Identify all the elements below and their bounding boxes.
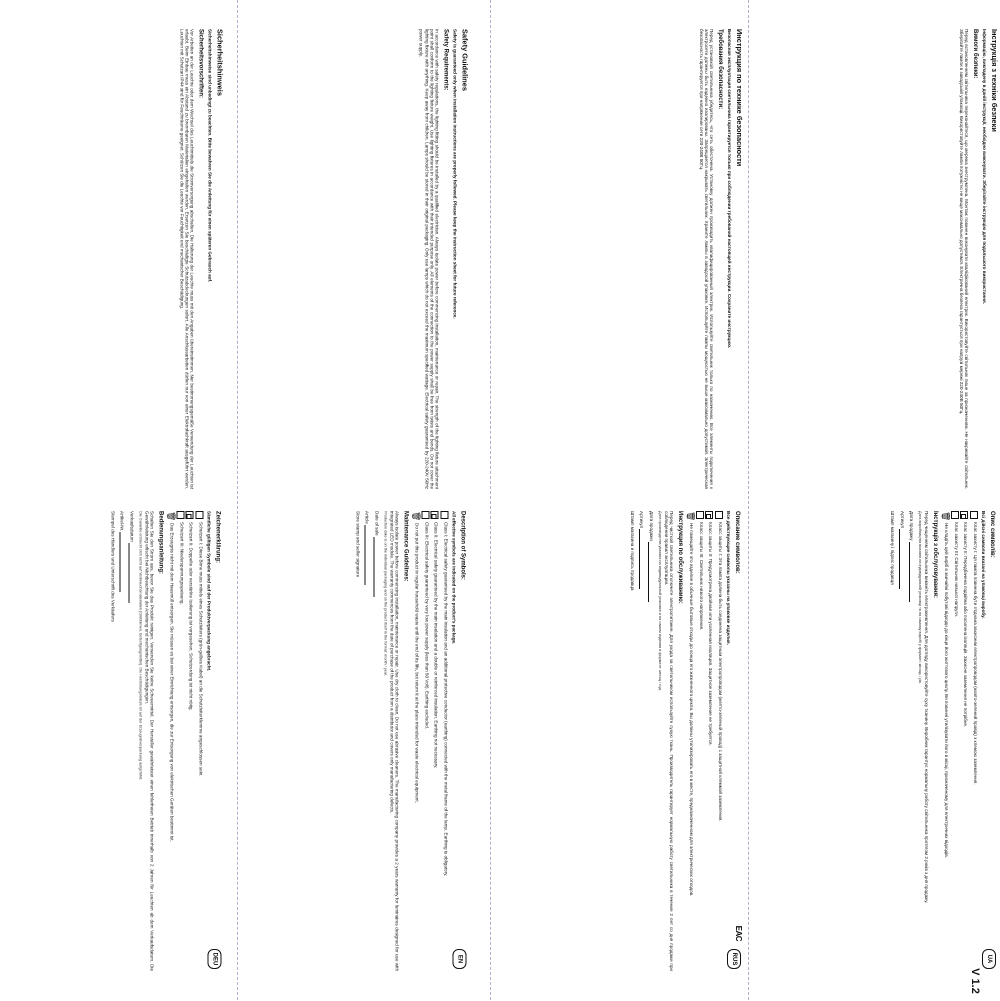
ua-symbols-title: Опис символів: [989, 511, 995, 558]
symbol-row: Schutzart II: Doppelte oder verstärkte Isolierung ist vorgesehen. Schutzerdung ist nicht nötig. [185, 511, 193, 971]
ru-title: Инструкция по технике безопасности [735, 29, 744, 167]
en-care-title: Maintenance Guidelines: [402, 511, 409, 582]
en-safety-title: Safety Requirements: [442, 29, 449, 91]
en-symbols-intro: All effective symbols are indicated on the product's package. [451, 511, 456, 645]
weee-bin-icon: 🗑 [686, 511, 696, 522]
ru-care-text: Перед чисткой светильника отключите электропитание. Для ухода за светильником используйте сухую ткань. Производитель гарантирует нормальную работу светильника в течение 2 лет со дня продажи при соблюдении правил эксплуатации. [663, 511, 675, 971]
weee-bin-icon: 🗑 [941, 511, 951, 522]
en-column-2 [247, 511, 468, 971]
de-care-title: Bedienungsanleitung: [157, 511, 164, 574]
de-care-text: Schalten Sie den Strom aus, bevor Sie das Produkt reinigen. Verwenden Sie keine Scheuermittel. Der Hersteller gewährleistet einen fehlerfreien Betrieb innerhalb von 2 Jahren für Leuchten ab dem Verkaufsdatum. Die Gewährleistung erlischt bei Nichtbeachtung der Anleitung und mechanischen Beschädigungen. [143, 511, 155, 971]
ru-symbols-title: Описание символов: [734, 511, 740, 574]
symbol-row: Schutzart I: Diese Birne muss mittels eines Schutzleiters (grün-gelbes Kabel) an die Schutzleiterklemme angeschlossen sein. [195, 511, 203, 971]
ru-intro: Безопасная эксплуатация светильника гарантируется только при соблюдении требований настоящей инструкции. Сохраните инструкцию. [726, 29, 732, 349]
class-2-icon [185, 511, 193, 519]
ru-safety-text: Перед установкой светильника убедитесь, что сеть обесточена. Установку должен производить квалифицированный электрик. Используйте светильник только по назначению. Все элементы подключения к электросети должны быть надежно изолированы. Запрещается накрывать светильник. Храните лампы в заводской упаковке. Используйте лампы мощностью не выше максимально допустимой. Электрическая безопасность гарантируется при напряжении сети 220-240В 50Гц. [698, 29, 715, 489]
ru-section [495, 0, 745, 1000]
ru-column-2 [497, 511, 743, 971]
symbol-row: 🗑 Не кладіть цей виріб в звичайні побутові відходи до кінця його життєвого циклу. Ви повинні утилізувати його в місці, призначеному для електричних відходів. [941, 511, 951, 858]
symbol-row: Schutzart III: Niederspannungsspeisung. [176, 511, 184, 971]
version-label: V 1.2 [969, 968, 981, 994]
ua-intro: Інформацію, викладену в даній інструкції, необхідно виконувати. Зберігайте інструкцію для подальшого використання. [981, 29, 987, 304]
en-signature-block: Date of sale Article Store stamp and seller signature [355, 511, 379, 971]
symbol-row: Класс защиты III: Светильник низкого напряжения. [696, 511, 704, 971]
cut-line [748, 0, 749, 1000]
ru-signature-block: Дата продажи Артикул Штамп магазина и подпись продавца [630, 511, 654, 971]
weee-bin-icon: 🗑 [166, 511, 176, 522]
en-title: Safety Guidelines [460, 29, 469, 92]
class-3-icon [951, 511, 959, 519]
de-safety-title: Sicherheitsvorschriften: [197, 29, 204, 99]
class-2-icon [960, 511, 968, 519]
language-badge-en: EN [452, 949, 466, 969]
ua-column-2 [752, 511, 998, 971]
class-1-icon [715, 511, 723, 519]
class-2-icon [705, 511, 713, 519]
language-badge-ru: RUS [727, 949, 741, 969]
ru-column-1 [497, 29, 743, 489]
symbol-row: Class III: Electrical safety guaranteed by very low power supply (less than 50 Volt). Earthing excluded. [421, 511, 429, 971]
class-1-icon [440, 511, 448, 519]
en-footer: Production date is on the individual packaging and on the product itself in the format: month / year. [383, 511, 388, 677]
ua-signature-block: Дата продажу Артикул Штамп магазину і підпис продавця [890, 511, 914, 971]
ru-safety-title: Требования безопасности: [717, 29, 724, 110]
weee-bin-icon: 🗑 [411, 511, 421, 522]
de-section [0, 0, 225, 1000]
symbol-row: Class II: Electrical safety guaranteed by the main insulation and a double or reinforced insulation. Earthing not necessary. [430, 511, 438, 971]
ua-safety-text: Перед встановленням світильника переконайтеся, що мережа знеструмлена. Монтаж повинен виконувати кваліфікований електрик. Використовуйте світильник лише за призначенням. Не накривайте світильник. Зберігайте лампи в заводській упаковці. Використовуйте лампи потужністю не вище максимально допустимої. Електрична безпека гарантується при напрузі мережі 220-240В 50Гц. [959, 29, 970, 489]
language-badge-de: DEU [207, 949, 221, 969]
en-column-1 [247, 29, 468, 489]
de-column-1 [2, 29, 223, 489]
symbol-row: 🗑 Не помещайте это изделие в обычные бытовые отходы до конца его жизненного цикла. Вы должны утилизировать его в месте, предназначенном для электрических отходов. [686, 511, 696, 897]
ua-section [750, 0, 1000, 1000]
symbol-row: Класс защиты I: Эта лампа должна быть соединена защитным электропроводом (желто-зеленый провод) с защитной клеммой заземления. [715, 511, 723, 971]
symbol-row: 🗑 Do not put this product in regular household waste until the end of its life, but return it at the place intended for waste electrical equipment. [411, 511, 421, 803]
de-symbols-title: Zeichenerklärung: [214, 511, 220, 564]
de-signature-block: Verkaufsdatum Artikel-Nr. Stempel des Händlers und Unterschrift des Verkäufers [110, 511, 134, 622]
ua-title: Інструкція з техніки безпеки [990, 29, 999, 132]
symbol-row: Клас захисту II: Передбачена подвійна або посилена ізоляція. Захисне заземлення не потрібне. [960, 511, 968, 971]
en-panel [245, 25, 470, 975]
en-intro: Safety is guaranteed only when installation instructions are properly followed. Please keep the instruction sheet for future reference. [451, 29, 457, 319]
class-3-icon [696, 511, 704, 519]
class-1-icon [970, 511, 978, 519]
symbol-row: Клас захисту I: Ця лампа повинна бути з'єднана захисним електропроводом (жовто-зелений провід) з клемою заземлення. [970, 511, 978, 971]
cut-line [237, 0, 238, 1000]
ru-symbols-intro: Все действующие символы указаны на упаковке изделия. [726, 511, 731, 645]
de-title: Sicherheitshinweis [215, 29, 224, 96]
ua-symbols-intro: Всі дійсні символи вказані на упаковці виробу. [981, 511, 986, 619]
en-symbols-title: Description of Symbols: [459, 511, 465, 581]
ru-care-title: Инструкция по обслуживанию: [677, 511, 684, 604]
class-2-icon [430, 511, 438, 519]
ru-footer: Дата производства указана на индивидуальной упаковке и на самом изделии в формате: месяц / год. [658, 511, 663, 691]
symbol-row: 🗑 Das Erzeugnis nicht mit dem Hausmüll entsorgen. Sie müssen es bei einer Einrichtung entsorgen, die zur Entsorgung von elektrischen Geräten bestimmt ist. [166, 511, 176, 842]
de-safety-text: Vor Arbeiten an der Leuchte oder dem Wechsel des Leuchtmittels die Stromversorgung abschalten. Die Halterung der Leuchte muss mit den Angaben übereinstimmen. Nur bestimmungsgemäße Verwendung der Leuchten ist erlaubt. Beim Einbau muss ein Abstand zu brennbaren Materialien eingehalten werden. Ersetzen Sie beschädigte Schutzabdeckungen sofort. Alle Anschlussarbeiten dürfen nur von einer Elektrofachkraft ausgeführt werden. Leuchten mit Schutzart IP44 sind für Feuchträume geeignet. Schützen Sie die Leuchte vor Feuchtigkeit und mechanischer Beschädigung. [178, 29, 195, 489]
symbol-row: Клас захисту III: Світильник низької напруги. [951, 511, 959, 971]
ua-column-1 [752, 29, 998, 489]
ua-footer: Дата виробництва вказана на індивідуальній упаковці та на самому виробі у форматі: місяць / рік. [918, 511, 923, 685]
ua-care-title: Інструкція з обслуговування: [932, 511, 939, 599]
de-footer: Die Garantie erstreckt sich nicht auf Verbrauchsmaterialien (Glühbirnen, Befestigungsmittel). Die Herstellungsdatum ist auf der Erzeugnisverpackung aufgeführt. [138, 511, 143, 781]
de-intro: Sicherheitshinweise sind unbedingt zu beachten. Bitte bewahren Sie die Anleitung für einen späteren Gebrauch auf. [206, 29, 212, 283]
de-column-2 [2, 511, 223, 971]
symbol-row: Class I: Electrical safety guaranteed by the main insulation and an additional protective conductor (earthing) connected with the metal frame of the lamp. Earthing is obligatory. [440, 511, 448, 971]
language-badge-ua: UA [982, 949, 996, 969]
ua-care-text: Перед чищенням світильника вимкніть електроживлення. Для догляду використовуйте суху тканину. Виробник гарантує нормальну роботу світильника протягом 2 років з дня продажу. [924, 511, 930, 904]
ru-panel [495, 25, 745, 975]
class-3-icon [176, 511, 184, 519]
ua-panel [750, 25, 1000, 975]
eac-mark: EAC [734, 925, 743, 941]
cut-line [490, 0, 491, 1000]
en-care-text: Always isolate power before commencing installation, maintenance or repair. Use dry cloth to clean. Do not use abrasive cleaners. The manufacturing company provides a 2 years warranty for luminaires designed for use with integrated LED module. The warranty commences from the date of purchase of the product from a distributor and covers only manufacturing defects. [388, 511, 400, 971]
class-1-icon [195, 511, 203, 519]
class-3-icon [421, 511, 429, 519]
de-panel [0, 25, 225, 975]
en-safety-text: In accordance with safety regulations, the lighting fitting should be installed by a qualified electrician. Always isolate power before commencing installation, maintenance or repair. The strength of the lighting fixture attachment point shall conform to the lighting fixture weight. Use lighting fixtures in accordance with their intended purpose only. All elements of the connection to the power supply shall be free from twists and bends. Do not cover the lighting fixture with anything. Keep away from children. Lamps should be stored in their original packaging. Only use lamps which do not exceed the maximum specified wattage. Electrical safety guaranteed by 220-240V 50Hz power supply. [418, 29, 440, 489]
symbol-row: Класс защиты II: Предусмотрена двойная или усиленная изоляция. Защитное заземление не требуется. [705, 511, 713, 971]
de-symbols-intro: Sämtliche gültigen Symbole sind auf der Produktverpackung angebracht. [206, 511, 211, 672]
ua-safety-title: Вимоги безпеки: [972, 29, 979, 79]
en-section [245, 0, 470, 1000]
